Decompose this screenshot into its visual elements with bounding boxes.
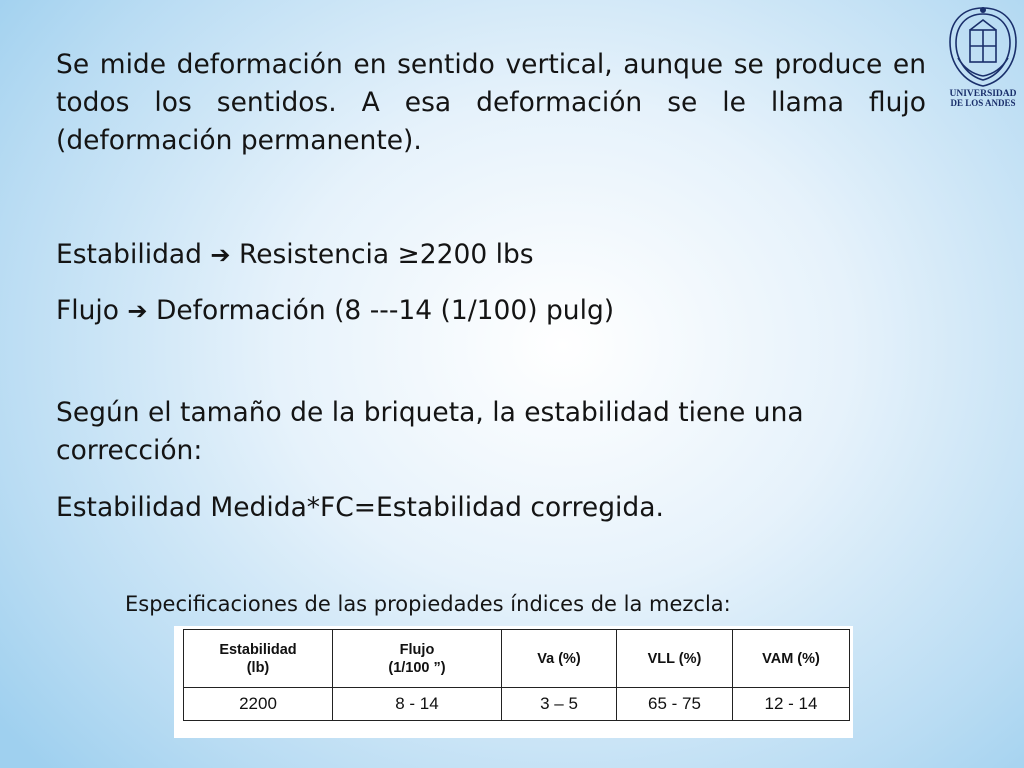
cell-va: 3 – 5 — [502, 688, 617, 721]
table-row — [184, 688, 850, 721]
header-line: Estabilidad — [219, 641, 297, 658]
cell-vll: 65 - 75 — [617, 688, 733, 721]
header-line: VAM (%) — [762, 650, 820, 667]
spec-table-container — [174, 626, 853, 738]
logo-line1: UNIVERSIDAD — [949, 89, 1017, 99]
header-estabilidad — [184, 630, 333, 688]
spec-table — [183, 629, 850, 721]
header-unit: (lb) — [246, 659, 270, 676]
header-line: Va (%) — [537, 650, 581, 667]
header-va — [502, 630, 617, 688]
line-estabilidad — [56, 236, 926, 274]
logo-line2: DE LOS ANDES — [950, 98, 1016, 108]
header-flujo — [333, 630, 502, 688]
table-caption: Especificaciones de las propiedades índices de la mezcla: — [125, 592, 731, 616]
paragraph-correction: Según el tamaño de la briqueta, la estabilidad tiene una corrección: — [56, 397, 804, 466]
cell-estabilidad: 2200 — [184, 688, 333, 721]
cell-vam: 12 - 14 — [733, 688, 850, 721]
header-line: VLL (%) — [647, 650, 702, 667]
header-vll — [617, 630, 733, 688]
header-line: Flujo — [399, 641, 435, 658]
header-vam — [733, 630, 850, 688]
arrow-right-icon: ➔ — [210, 241, 231, 269]
flujo-term: Flujo — [56, 295, 119, 326]
table-header-row — [184, 630, 850, 688]
arrow-right-icon: ➔ — [127, 297, 148, 325]
flujo-definition: Deformación (8 ---14 (1/100) pulg) — [155, 295, 615, 326]
university-logo — [944, 2, 1022, 110]
paragraph-formula: Estabilidad Medida*FC=Estabilidad corregida. — [56, 492, 664, 523]
estabilidad-term: Estabilidad — [56, 239, 202, 270]
estabilidad-definition: Resistencia ≥2200 lbs — [238, 239, 534, 270]
line-flujo — [56, 292, 926, 330]
paragraph-deformation: Se mide deformación en sentido vertical, aunque se produce en todos los sentidos. A esa deformación se le llama flujo (deformación permanente). — [56, 49, 926, 156]
cell-flujo: 8 - 14 — [333, 688, 502, 721]
header-unit: (1/100 ”) — [388, 659, 446, 676]
